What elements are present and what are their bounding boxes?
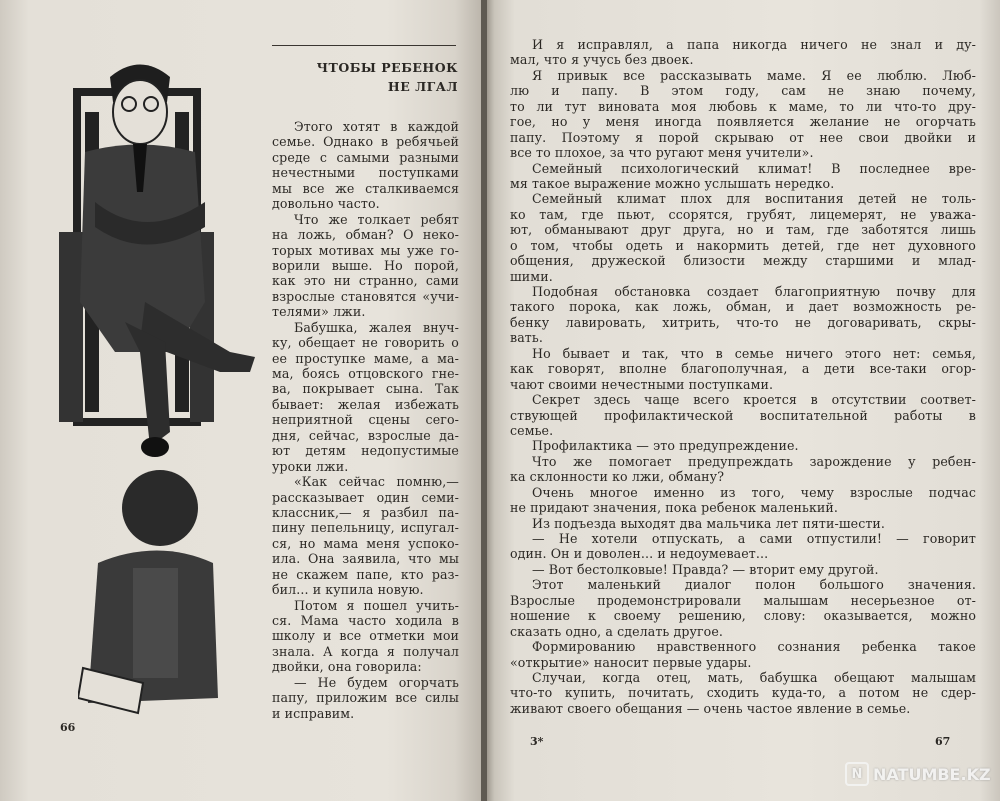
text-line: то ли тут виновата моя любовь к маме, то ли что-то дру-	[510, 98, 976, 114]
text-line: Потом я пошел учить-	[294, 597, 459, 613]
left-page-body	[272, 119, 459, 721]
man-in-chair-illustration	[55, 52, 265, 462]
right-page	[484, 0, 1000, 801]
text-line: взрослые становятся «учи-	[272, 288, 459, 304]
page-number-left: 66	[60, 721, 76, 734]
text-line: сказать одно, а сделать другое.	[510, 623, 724, 639]
text-line: папу, приложим все силы	[272, 690, 459, 706]
text-line: мя такое выражение можно услышать нередко.	[510, 175, 835, 191]
text-line: Семейный психологический климат! В последнее вре-	[532, 160, 976, 176]
text-line: — Не хотели отпускать, а сами отпустили! — говорит	[532, 531, 976, 546]
text-line: и исправим.	[272, 705, 355, 721]
text-line: лю и папу. В этом году, сам не знаю почему,	[510, 83, 976, 99]
text-line: бил... и купила новую.	[272, 582, 424, 598]
text-line: гое, но у меня иногда появляется желание не огорчать	[510, 114, 976, 130]
text-line: один. Он и доволен... и недоумевает...	[510, 546, 769, 562]
text-line: ее проступке маме, а ма-	[272, 350, 459, 366]
text-line: Семейный климат плох для воспитания детей не толь-	[532, 191, 976, 207]
text-line: ют, обманывают друг друга, но и там, где заботятся лишь	[510, 222, 976, 238]
chapter-title-line-1: ЧТОБЫ РЕБЕНОК	[316, 60, 458, 75]
text-line: папу. Поэтому я порой скрываю от нее свои двойки и	[510, 129, 976, 145]
text-line: телями» лжи.	[272, 304, 366, 320]
text-line: дня, сейчас, взрослые да-	[272, 427, 459, 443]
text-line: Взрослые продемонстрировали малышам несерьезное от-	[510, 592, 976, 608]
text-line: о том, чтобы одеть и накормить детей, где нет духовного	[510, 237, 976, 253]
text-line: Этот маленький диалог полон большого значения.	[532, 577, 976, 593]
text-line: Я привык все рассказывать маме. Я ее люблю. Люб-	[532, 67, 976, 83]
text-line: живают своего обещания — очень частое явление в семье.	[510, 700, 911, 716]
text-line: все то плохое, за что ругают меня учители».	[510, 145, 814, 161]
watermark-logo-icon: N	[845, 762, 869, 786]
text-line: ношение к своему решению, слову: оказывается, можно	[510, 608, 976, 624]
text-line: ма, боясь отцовского гне-	[272, 366, 459, 381]
text-line: Формированию нравственного сознания ребенка такое	[532, 639, 976, 655]
text-line: мы все же сталкиваемся	[272, 180, 459, 196]
text-line: «открытие» наносит первые удары.	[510, 654, 752, 670]
text-line: ка склонности ко лжи, обману?	[510, 469, 725, 485]
text-line: пину пепельницу, испугал-	[272, 520, 459, 536]
text-line: рассказывает один семи-	[272, 489, 459, 505]
text-line: ва, покрывает сына. Так	[272, 381, 459, 397]
text-line: среде с самыми разными	[272, 149, 459, 165]
text-line: ко там, где пьют, ссорятся, грубят, лицемерят, не уважа-	[510, 206, 976, 222]
text-line: ворили выше. Но порой,	[272, 257, 459, 273]
text-line: нечестными поступками	[272, 165, 459, 181]
signature-mark: 3*	[530, 735, 544, 748]
text-line: такого порока, как ложь, обман, и дает возможность ре-	[510, 299, 976, 315]
text-line: Секрет здесь чаще всего кроется в отсутствии соответ-	[532, 392, 976, 408]
text-line: не придают значения, пока ребенок маленький.	[510, 500, 839, 516]
watermark	[845, 762, 991, 786]
text-line: ся. Мама часто ходила в	[272, 613, 459, 628]
text-line: знала. А когда я получал	[272, 643, 459, 659]
right-page-body	[510, 37, 976, 716]
text-line: Очень многое именно из того, чему взрослые подчас	[532, 484, 976, 500]
watermark-text: NATUMBE.KZ	[873, 764, 991, 784]
text-line: Случаи, когда отец, мать, бабушка обещают малышам	[532, 669, 976, 685]
text-line: что-то купить, почитать, сходить куда-то, а потом не сдер-	[510, 685, 976, 701]
text-line: Профилактика — это предупреждение.	[532, 438, 799, 454]
text-line: ют детям недопустимые	[272, 443, 459, 459]
text-line: как это ни странно, сами	[272, 273, 459, 289]
book-gutter	[481, 0, 487, 801]
text-line: двойки, она говорила:	[272, 659, 422, 675]
text-line: «Как сейчас помню,—	[294, 474, 459, 490]
text-line: — Не будем огорчать	[294, 674, 459, 690]
text-line: семье.	[510, 422, 554, 438]
text-line: довольно часто.	[272, 196, 380, 212]
left-page	[0, 0, 484, 801]
page-number-right: 67	[935, 735, 951, 748]
text-line: мал, что я учусь без двоек.	[510, 52, 694, 68]
text-line: неприятной сцены сего-	[272, 412, 459, 428]
text-line: семье. Однако в ребячьей	[272, 134, 459, 150]
text-line: Подобная обстановка создает благоприятную почву для	[532, 284, 976, 299]
title-rule	[272, 45, 456, 46]
text-line: Но бывает и так, что в семье ничего этого нет: семья,	[532, 345, 976, 361]
text-line: бенку лавировать, хитрить, что-то не договаривать, скры-	[510, 314, 976, 330]
text-line: Что же толкает ребят	[294, 211, 459, 227]
text-line: на ложь, обман? О неко-	[272, 227, 459, 243]
text-line: классник,— я разбил па-	[272, 504, 459, 520]
text-line: уроки лжи.	[272, 458, 349, 474]
text-line: Бабушка, жалея внуч-	[294, 319, 459, 335]
text-line: не скажем папе, кто раз-	[272, 566, 459, 582]
text-line: Из подъезда выходят два мальчика лет пяти-шести.	[532, 515, 886, 531]
text-line: Что же помогает предупреждать зарождение у ребен-	[532, 453, 976, 469]
text-line: Этого хотят в каждой	[294, 119, 459, 134]
chapter-title-line-2: НЕ ЛГАЛ	[387, 79, 458, 94]
text-line: торых мотивах мы уже го-	[272, 242, 459, 258]
text-line: ся, но мама меня успоко-	[272, 535, 459, 551]
text-line: — Вот бестолковые! Правда? — вторит ему другой.	[532, 561, 879, 577]
text-line: ствующей профилактической воспитательной работы в	[510, 407, 976, 423]
boy-from-behind-illustration	[78, 468, 223, 718]
text-line: школу и все отметки мои	[272, 628, 459, 644]
text-line: как говорят, вполне благополучная, а дети все-таки огор-	[510, 361, 976, 377]
text-line: шими.	[510, 268, 553, 284]
text-line: чают своими нечестными поступками.	[510, 376, 774, 392]
text-line: вать.	[510, 330, 543, 346]
text-line: ила. Она заявила, что мы	[272, 551, 459, 567]
text-line: И я исправлял, а папа никогда ничего не знал и ду-	[532, 37, 976, 52]
text-line: общения, дружеской близости между старшими и млад-	[510, 253, 976, 269]
text-line: бывает: желая избежать	[272, 396, 459, 412]
text-line: ку, обещает не говорить о	[272, 335, 459, 351]
